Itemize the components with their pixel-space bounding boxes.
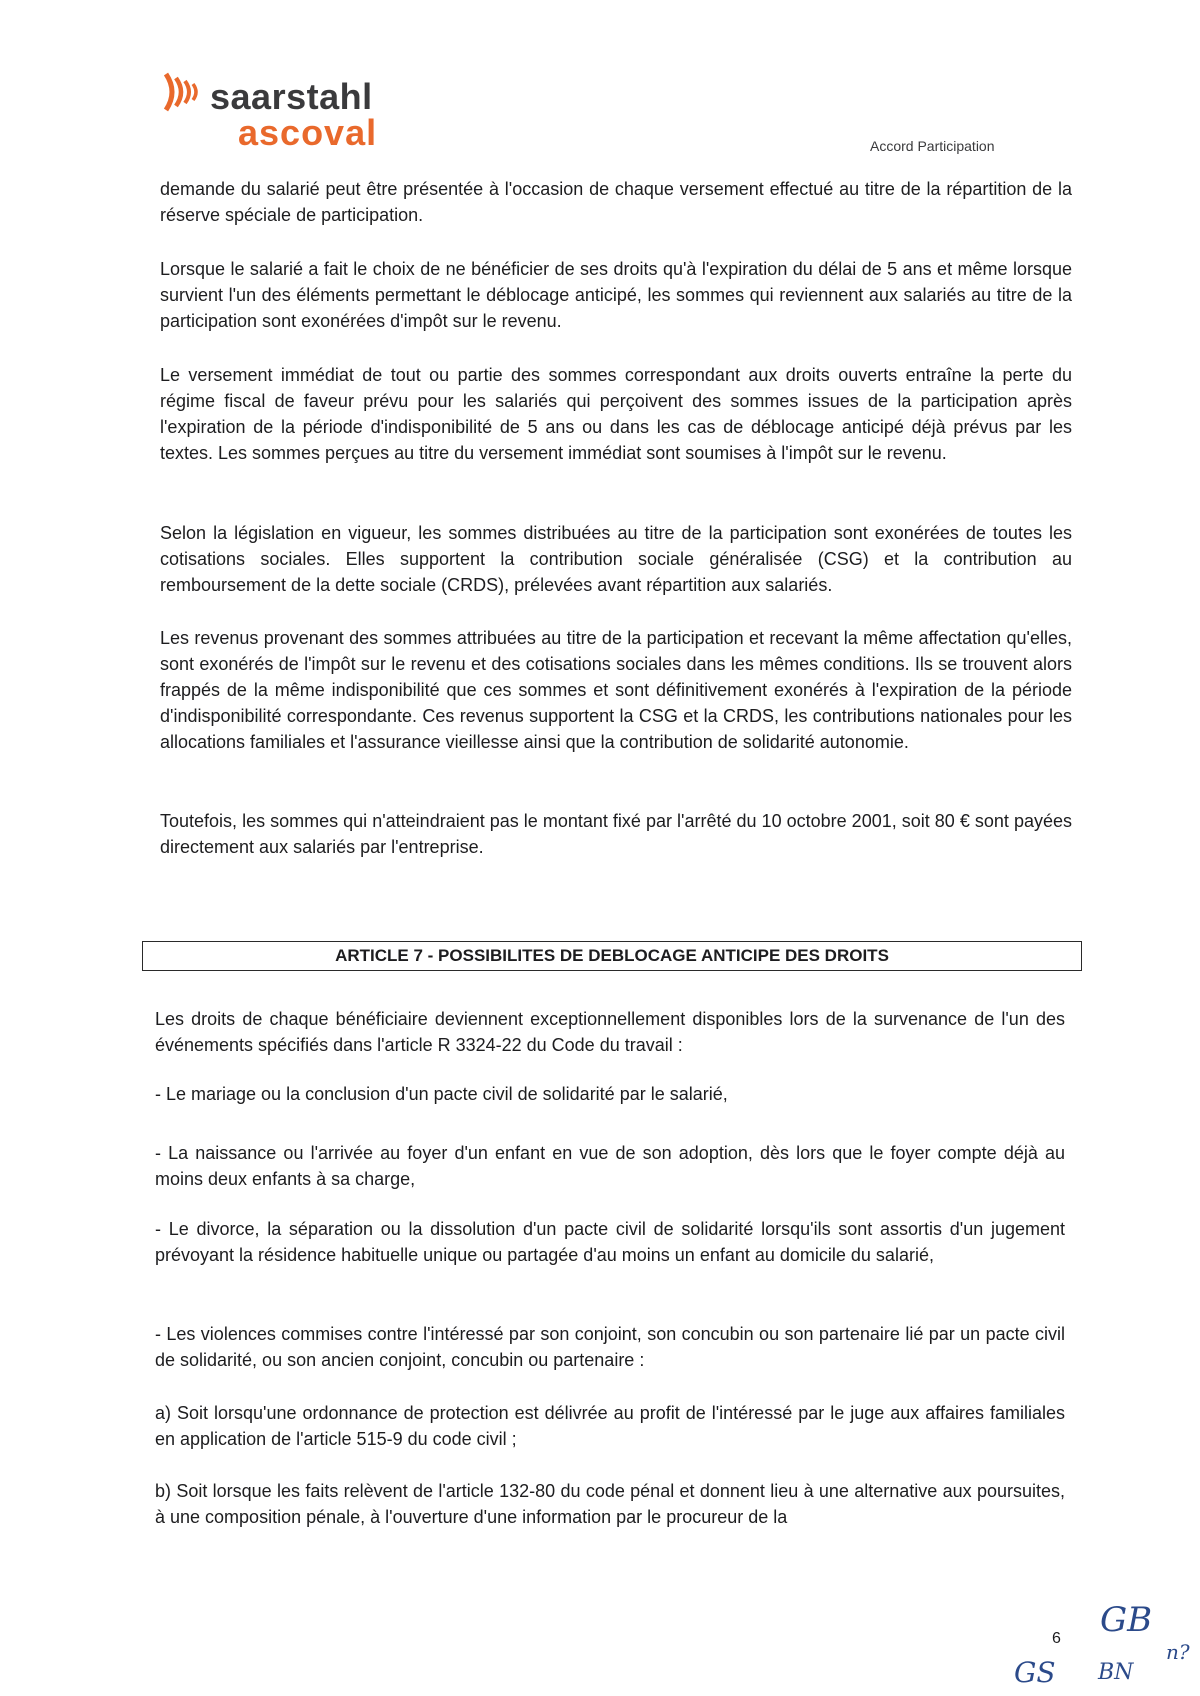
article-7-title: ARTICLE 7 - POSSIBILITES DE DEBLOCAGE ANTICIPE DES DROITS xyxy=(335,946,889,965)
handwritten-initials-gs: GS xyxy=(1014,1656,1056,1689)
handwritten-initials-bn: BN xyxy=(1098,1660,1134,1685)
article-7-intro: Les droits de chaque bénéficiaire deviennent exceptionnellement disponibles lors de la survenance de l'un des événements spécifiés dans l'article R 3324-22 du Code du travail : xyxy=(155,1009,1065,1055)
article-7-heading-box xyxy=(142,941,1082,971)
logo-ascoval: ascoval xyxy=(238,112,378,153)
paragraph-social-contributions: Selon la législation en vigueur, les sommes distribuées au titre de la participation sont exonérées de toutes les cotisations sociales. Elles supportent la contribution sociale généralisée (CSG) et la contribution au remboursement de la dette sociale (CRDS), prélevées avant répartition aux salariés. xyxy=(160,523,1072,595)
list-item-violence: - Les violences commises contre l'intéressé par son conjoint, son concubin ou son partenaire lié par un pacte civil de solidarité, ou son ancien conjoint, concubin ou partenaire : xyxy=(155,1324,1065,1370)
list-item-divorce: - Le divorce, la séparation ou la dissolution d'un pacte civil de solidarité lorsqu'ils sont assortis d'un jugement prévoyant la résidence habituelle unique ou partagée d'au moins un enfant au domicile du salarié, xyxy=(155,1219,1065,1265)
paragraph-minimum-amount: Toutefois, les sommes qui n'atteindraient pas le montant fixé par l'arrêté du 10 octobre 2001, soit 80 € sont payées directement aux salariés par l'entreprise. xyxy=(160,811,1072,857)
logo-saarstahl: saarstahl xyxy=(210,76,373,117)
document-title: Accord Participation xyxy=(870,138,995,154)
list-item-violence-b: b) Soit lorsque les faits relèvent de l'article 132-80 du code pénal et donnent lieu à une alternative aux poursuites, à une composition pénale, à l'ouverture d'une information par le procureur de la xyxy=(155,1481,1065,1527)
paragraph-revenues: Les revenus provenant des sommes attribuées au titre de la participation et recevant la même affectation qu'elles, sont exonérés de l'impôt sur le revenu et des cotisations sociales dans les mêmes conditions. Ils se trouvent alors frappés de la même indisponibilité que ces sommes et sont définitivement exonérés à l'expiration de la période d'indisponibilité correspondante. Ces revenus supportent la CSG et la CRDS, les contributions nationales pour les allocations familiales et l'assurance vieillesse ainsi que la contribution de solidarité autonomie. xyxy=(160,628,1072,752)
paragraph-immediate-payment: Le versement immédiat de tout ou partie des sommes correspondant aux droits ouverts entraîne la perte du régime fiscal de faveur prévu pour les salariés qui perçoivent des sommes issues de la participation après l'expiration de la période d'indisponibilité de 5 ans ou dans les cas de déblocage anticipé déjà prévus par les textes. Les sommes perçues au titre du versement immédiat sont soumises à l'impôt sur le revenu. xyxy=(160,365,1072,463)
handwritten-initials-mark: n? xyxy=(1166,1640,1190,1664)
page-number: 6 xyxy=(1052,1630,1061,1647)
paragraph-tax-exemption: Lorsque le salarié a fait le choix de ne bénéficier de ses droits qu'à l'expiration du délai de 5 ans et même lorsque survient l'un des éléments permettant le déblocage anticipé, les sommes qui reviennent aux salariés au titre de la participation sont exonérées d'impôt sur le revenu. xyxy=(160,259,1072,331)
paragraph-request: demande du salarié peut être présentée à l'occasion de chaque versement effectué au titre de la répartition de la réserve spéciale de participation. xyxy=(160,179,1072,225)
list-item-marriage: - Le mariage ou la conclusion d'un pacte civil de solidarité par le salarié, xyxy=(155,1084,728,1104)
handwritten-initials-gb: GB xyxy=(1100,1600,1153,1640)
list-item-violence-a: a) Soit lorsqu'une ordonnance de protection est délivrée au profit de l'intéressé par le juge aux affaires familiales en application de l'article 515-9 du code civil ; xyxy=(155,1403,1065,1449)
list-item-birth: - La naissance ou l'arrivée au foyer d'un enfant en vue de son adoption, dès lors que le foyer compte déjà au moins deux enfants à sa charge, xyxy=(155,1143,1065,1189)
logo-arcs-icon xyxy=(160,70,208,114)
